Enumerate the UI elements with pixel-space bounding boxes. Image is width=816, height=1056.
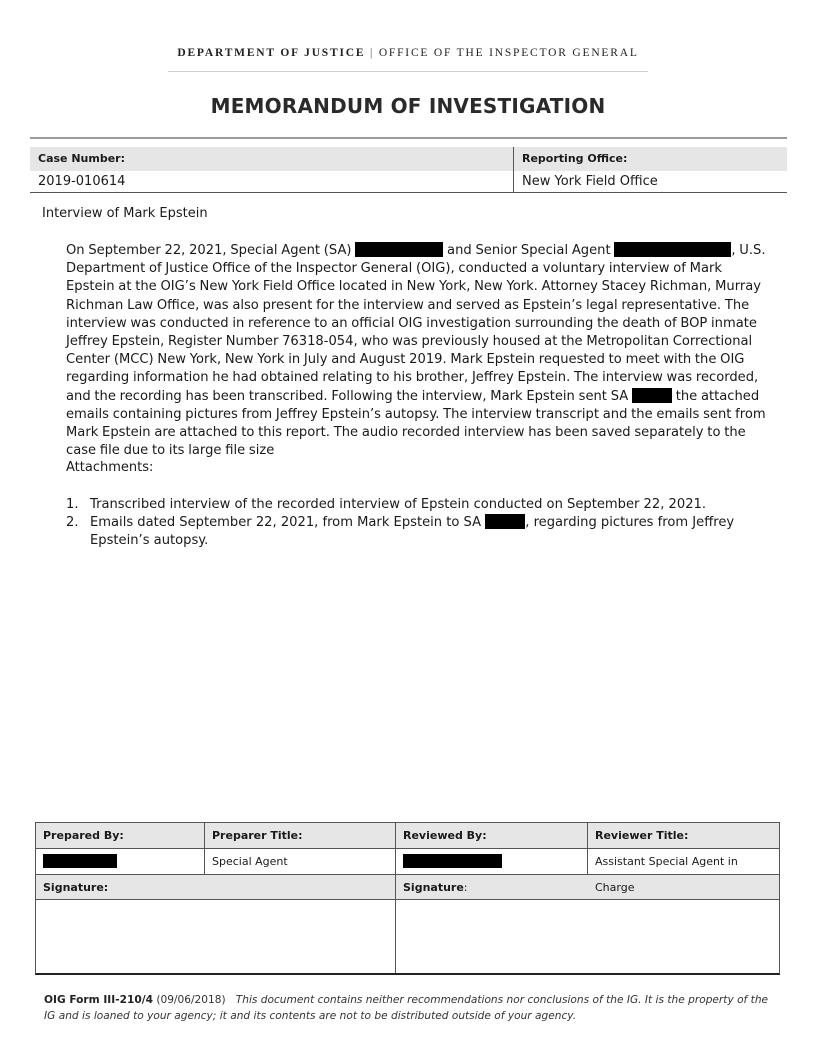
department-name: DEPARTMENT OF JUSTICE — [177, 47, 366, 59]
list-item-number: 1. — [66, 497, 79, 512]
reviewed-by-value — [396, 849, 588, 874]
memo-body — [66, 242, 766, 460]
attachments-label: Attachments: — [66, 460, 154, 475]
list-item-text-before: Emails dated September 22, 2021, from Mark Epstein to SA — [90, 515, 486, 531]
memo-subject: Interview of Mark Epstein — [42, 206, 208, 221]
body-text-4: the attached emails containing pictures from Jeffrey Epstein’s autopsy. The interview transcript and the emails sent from Mark Epstein are attached to this report. The audio recorded interview has been saved separately to the case file due to its large file size — [66, 388, 766, 459]
footer-disclaimer: This document contains neither recommendations nor conclusions of the IG. It is the property of the IG and is loaned to your agency; it and its contents are not to be distributed outside of your agency. — [44, 994, 769, 1022]
redaction-block — [614, 242, 731, 257]
case-info-table — [30, 147, 787, 193]
redaction-block — [355, 242, 443, 257]
form-date: (09/06/2018) — [152, 994, 226, 1006]
signature-header-row — [36, 823, 779, 849]
body-text-1: On September 22, 2021, Special Agent (SA) — [66, 243, 356, 258]
reporting-office-label: Reporting Office: — [522, 152, 628, 165]
body-text-2: and Senior Special Agent — [443, 243, 615, 258]
preparer-title-value: Special Agent — [205, 849, 396, 874]
list-item — [66, 514, 766, 550]
list-item-text — [90, 514, 766, 550]
signature-box-right[interactable] — [396, 900, 779, 973]
redaction-block — [632, 388, 672, 403]
list-item-text-after: , regarding pictures from Jeffrey Epstein’s autopsy. — [90, 515, 735, 549]
title-divider — [30, 137, 787, 139]
page-title: MEMORANDUM OF INVESTIGATION — [210, 94, 606, 118]
reporting-office-value: New York Field Office — [522, 174, 658, 189]
signature-label-right-text: Signature — [403, 881, 464, 894]
case-number-label: Case Number: — [30, 147, 514, 171]
reviewer-title-value: Assistant Special Agent in Charge — [595, 855, 738, 894]
agency-header — [0, 47, 816, 59]
signature-box-left[interactable] — [36, 900, 396, 973]
list-item-text: Transcribed interview of the recorded interview of Epstein conducted on September 22, 2021. — [90, 497, 707, 512]
prepared-by-value — [36, 849, 205, 874]
case-number-value: 2019-010614 — [30, 171, 514, 192]
form-footer — [44, 992, 779, 1024]
signature-area-row — [36, 900, 779, 973]
signature-label-colon: : — [463, 881, 468, 894]
reviewer-title-label: Reviewer Title: — [595, 829, 689, 842]
form-id: OIG Form III-210/4 — [44, 994, 153, 1006]
office-name: OFFICE OF THE INSPECTOR GENERAL — [378, 47, 639, 59]
signature-label-left: Signature: — [36, 875, 396, 899]
case-info-header-row — [30, 147, 787, 171]
redaction-block — [485, 514, 525, 529]
signature-label-row — [36, 875, 779, 900]
redaction-block — [403, 854, 502, 868]
signature-table — [35, 822, 780, 975]
list-item-number: 2. — [66, 515, 79, 531]
preparer-title-label: Preparer Title: — [205, 823, 396, 848]
body-text-3: , U.S. Department of Justice Office of the Inspector General (OIG), conducted a voluntary interview of Mark Epstein at the OIG’s New York Field Office located in New York, New York. Attorney Stacey Richman, Murray Richman Law Office, was also present for the interview and served as Epstein’s legal representative. The interview was conducted in reference to an official OIG investigation surrounding the death of BOP inmate Jeffrey Epstein, Register Number 76318-054, who was previously housed at the Metropolitan Correctional Center (MCC) New York, New York in July and August 2019. Mark Epstein requested to meet with the OIG regarding information he had obtained relating to his brother, Jeffrey Epstein. The interview was recorded, and the recording has been transcribed. Following the interview, Mark Epstein sent SA — [66, 243, 766, 404]
attachments-list — [66, 496, 766, 551]
redaction-block — [43, 854, 117, 868]
reviewed-by-label: Reviewed By: — [396, 823, 588, 848]
header-separator: | — [370, 47, 375, 59]
prepared-by-label: Prepared By: — [36, 823, 205, 848]
list-item — [66, 496, 766, 514]
case-info-value-row — [30, 171, 787, 192]
signature-label-right — [396, 875, 779, 899]
header-divider — [168, 71, 648, 72]
